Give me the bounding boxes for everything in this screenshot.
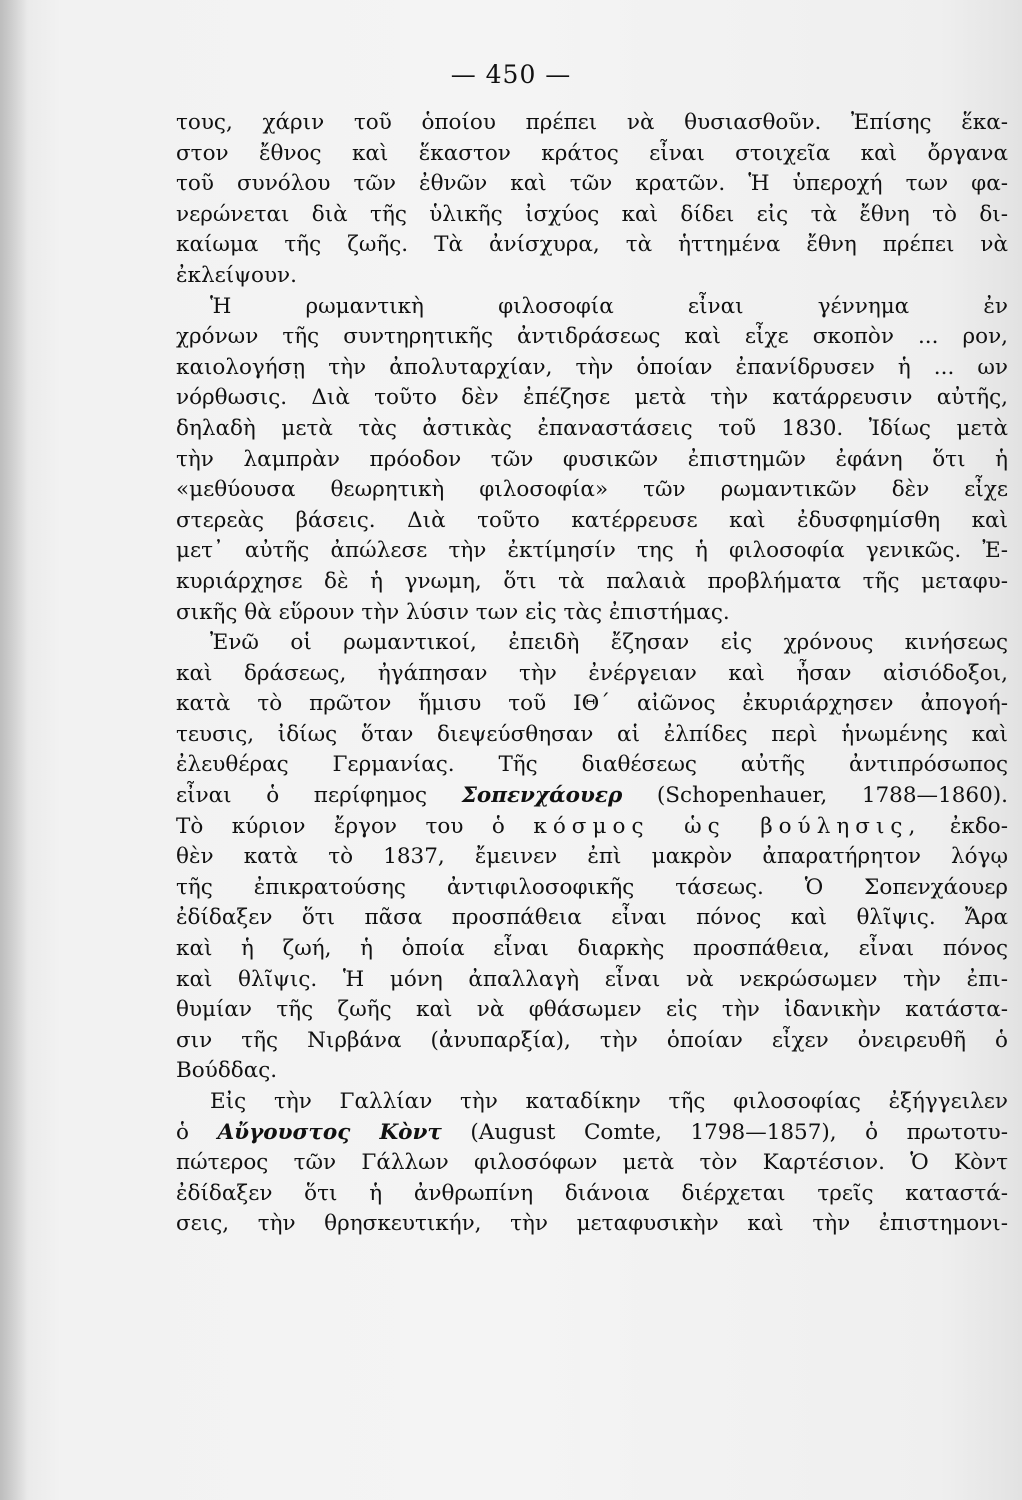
text-line: Βούδδας.	[176, 1058, 278, 1084]
page-edge-shadow	[0, 0, 28, 1500]
text-line: νερώνεται διὰ τῆς ὑλικῆς ἰσχύος καὶ δίδει εἰς τὰ ἔθνη τὸ δι-	[176, 201, 1008, 227]
text-line: θυμίαν τῆς ζωῆς καὶ νὰ φθάσωμεν εἰς τὴν ἰδανικὴν κατάστα-	[176, 997, 1008, 1023]
text-line: ἐλευθέρας Γερμανίας. Τῆς διαθέσεως αὐτῆς ἀντιπρόσωπος	[176, 752, 1008, 778]
text-line: τῆς ἐπικρατούσης ἀντιφιλοσοφικῆς τάσεως. Ὁ Σοπενχάουερ	[176, 874, 1008, 900]
text-line: σεις, τὴν θρησκευτικήν, τὴν μεταφυσικὴν καὶ τὴν ἐπιστημονι-	[176, 1211, 1008, 1237]
philosopher-name: Αὔγουστος Κὸντ	[217, 1119, 442, 1145]
text-line: τευσις, ἰδίως ὅταν διεψεύσθησαν αἱ ἐλπίδες περὶ ἡνωμένης καὶ	[176, 721, 1008, 747]
text-line: καιολογήσῃ τὴν ἀπολυταρχίαν, τὴν ὁποίαν ἐπανίδρυσεν ἡ ... ων	[176, 354, 1008, 380]
text-line: μετ᾽ αὐτῆς ἀπώλεσε τὴν ἐκτίμησίν της ἡ φιλοσοφία γενικῶς. Ἐ-	[176, 538, 1008, 564]
text-line: «μεθύουσα θεωρητικὴ φιλοσοφία» τῶν ρωμαντικῶν δὲν εἶχε	[176, 477, 1008, 503]
text-line: καὶ θλῖψις. Ἡ μόνη ἀπαλλαγὴ εἶναι νὰ νεκρώσωμεν τὴν ἐπι-	[176, 966, 1008, 992]
text-line: στερεὰς βάσεις. Διὰ τοῦτο κατέρρευσε καὶ ἐδυσφημίσθη καὶ	[176, 507, 1008, 533]
text-segment: Τὸ κύριον ἔργον του ὁ	[176, 813, 505, 839]
paragraph-start-line: Ἐνῶ οἱ ρωμαντικοί, ἐπειδὴ ἔζησαν εἰς χρόνους κινήσεως	[210, 630, 1008, 656]
text-line: κατὰ τὸ πρῶτον ἥμισυ τοῦ ΙΘ΄ αἰῶνος ἐκυριάρχησεν ἀπογοή-	[176, 691, 1008, 717]
philosopher-name: Σοπενχάουερ	[461, 783, 623, 809]
text-line: δηλαδὴ μετὰ τὰς ἀστικὰς ἐπαναστάσεις τοῦ 1830. Ἰδίως μετὰ	[176, 415, 1008, 441]
text-line: ἐδίδαξεν ὅτι ἡ ἀνθρωπίνη διάνοια διέρχεται τρεῖς καταστά-	[176, 1180, 1008, 1206]
text-line: καίωμα τῆς ζωῆς. Τὰ ἀνίσχυρα, τὰ ἡττημένα ἔθνη πρέπει νὰ	[176, 232, 1008, 258]
text-segment: (Schopenhauer, 1788—1860).	[656, 783, 1008, 809]
text-line: σικῆς θὰ εὕρουν τὴν λύσιν των εἰς τὰς ἐπιστήμας.	[176, 599, 730, 625]
text-line: σιν τῆς Νιρβάνα (ἀνυπαρξία), τὴν ὁποίαν εἶχεν ὀνειρευθῆ ὁ	[176, 1027, 1008, 1053]
text-line: τὴν λαμπρὰν πρόοδον τῶν φυσικῶν ἐπιστημῶν ἐφάνη ὅτι ἡ	[176, 446, 1008, 472]
page-number: — 450 —	[450, 60, 572, 89]
text-line	[176, 812, 1008, 843]
work-title: κόσμος ὡς βούλησις,	[533, 813, 922, 839]
text-line: τοῦ συνόλου τῶν ἐθνῶν καὶ τῶν κρατῶν. Ἡ ὑπεροχή των φα-	[176, 171, 1008, 197]
text-line: θὲν κατὰ τὸ 1837, ἔμεινεν ἐπὶ μακρὸν ἀπαρατήρητον λόγῳ	[176, 844, 1008, 870]
text-line: καὶ δράσεως, ἠγάπησαν τὴν ἐνέργειαν καὶ ἦσαν αἰσιόδοξοι,	[176, 660, 1008, 686]
text-segment: (August Comte, 1798—1857), ὁ πρωτοτυ-	[470, 1119, 1008, 1145]
text-line	[176, 1118, 1008, 1149]
text-segment: ἐκδο-	[949, 813, 1008, 839]
paragraph-start-line: Εἰς τὴν Γαλλίαν τὴν καταδίκην τῆς φιλοσοφίας ἐξήγγειλεν	[210, 1089, 1008, 1114]
text-line: χρόνων τῆς συντηρητικῆς ἀντιδράσεως καὶ εἶχε σκοπὸν ... ρον,	[176, 324, 1008, 350]
paragraph-start-line: Ἡ ρωμαντικὴ φιλοσοφία εἶναι γέννημα ἐν	[210, 293, 1008, 319]
text-line: ἐδίδαξεν ὅτι πᾶσα προσπάθεια εἶναι πόνος καὶ θλῖψις. Ἄρα	[176, 905, 1008, 931]
text-line: στον ἔθνος καὶ ἕκαστον κράτος εἶναι στοιχεῖα καὶ ὄργανα	[176, 140, 1008, 166]
text-line: πώτερος τῶν Γάλλων φιλοσόφων μετὰ τὸν Καρτέσιον. Ὁ Κὸντ	[176, 1150, 1008, 1176]
text-segment: εἶναι ὁ περίφημος	[176, 783, 428, 809]
text-line: καὶ ἡ ζωή, ἡ ὁποία εἶναι διαρκὴς προσπάθεια, εἶναι πόνος	[176, 936, 1008, 962]
text-line: νόρθωσις. Διὰ τοῦτο δὲν ἐπέζησε μετὰ τὴν κατάρρευσιν αὐτῆς,	[176, 385, 1008, 411]
text-line: ἐκλείψουν.	[176, 262, 297, 288]
text-segment: ὁ	[176, 1119, 189, 1145]
text-line: κυριάρχησε δὲ ἡ γνωμη, ὅτι τὰ παλαιὰ προβλήματα τῆς μεταφυ-	[176, 568, 1008, 594]
text-line	[176, 781, 1008, 812]
text-line: τους, χάριν τοῦ ὁποίου πρέπει νὰ θυσιασθοῦν. Ἐπίσης ἕκα-	[176, 110, 1008, 135]
body-text	[176, 108, 1008, 1240]
